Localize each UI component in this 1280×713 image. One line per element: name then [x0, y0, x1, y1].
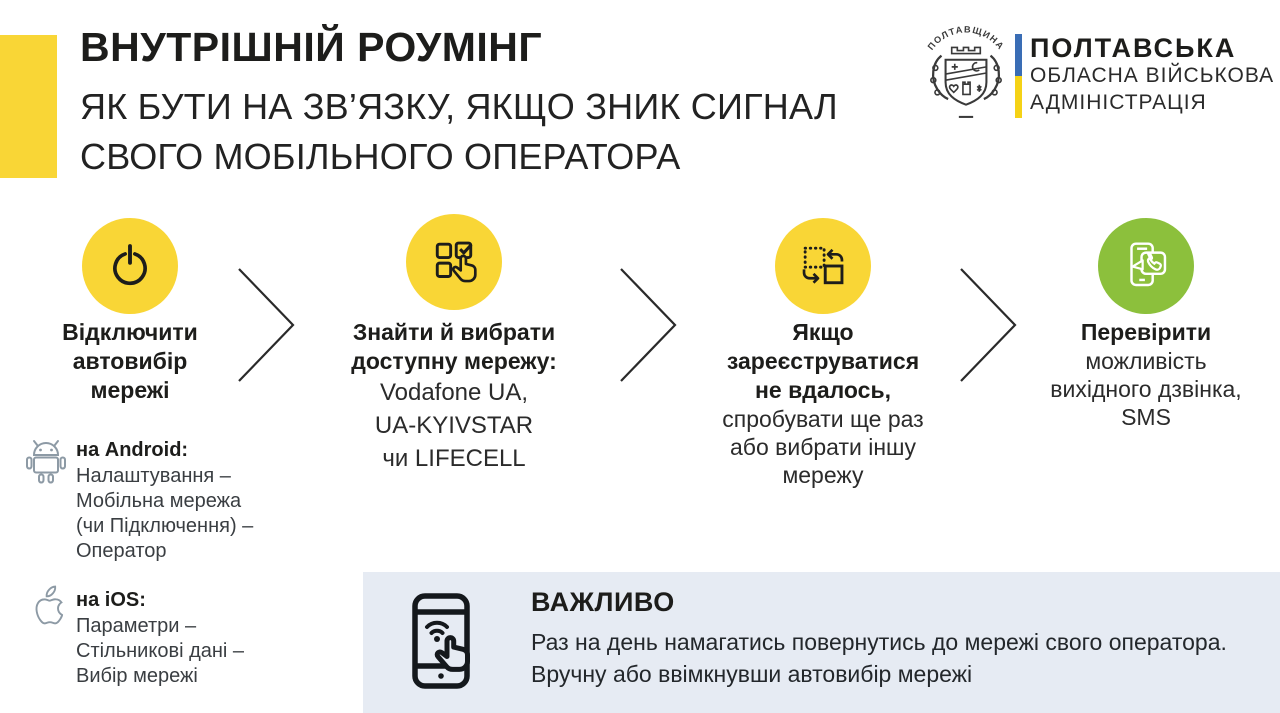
select-network-icon — [425, 233, 483, 291]
phone-tap-icon — [403, 590, 499, 694]
important-line2: Вручну або ввімкнувши автовибір мережі — [531, 661, 973, 687]
important-line1: Раз на день намагатись повернутись до мережі свого оператора. — [531, 629, 1227, 655]
step4-line: можливість — [1085, 348, 1207, 374]
phone-call-icon — [1117, 237, 1175, 295]
ios-step: Вибір мережі — [76, 665, 198, 687]
android-step: Оператор — [76, 540, 167, 562]
ios-label: на iOS: — [76, 589, 146, 611]
poltava-coat-of-arms-icon — [918, 18, 1014, 128]
org-name-line2: ОБЛАСНА ВІЙСЬКОВА — [1030, 64, 1275, 87]
android-label: на Android: — [76, 439, 189, 461]
org-name: ПОЛТАВСЬКА — [1030, 33, 1237, 63]
step2-label — [319, 318, 589, 475]
step1-circle — [82, 218, 178, 314]
emblem-caption: ПОЛТАВЩИНА — [925, 24, 1007, 52]
power-icon — [102, 238, 158, 294]
android-icon — [24, 438, 68, 486]
step2-operator: UA-KYIVSTAR — [374, 412, 534, 439]
android-instructions — [76, 464, 253, 564]
step2-circle — [406, 214, 502, 310]
page-title: ВНУТРІШНІЙ РОУМІНГ — [80, 24, 543, 70]
ios-step: Стільникові дані – — [76, 640, 245, 662]
step1-line: автовибір — [72, 348, 188, 374]
step3-line: не вдалось, — [755, 377, 891, 403]
step2-operator: чи LIFECELL — [382, 445, 526, 472]
chevron-right-icon — [236, 266, 298, 384]
step1-label — [15, 318, 245, 405]
step3-line: спробувати ще раз — [722, 406, 924, 432]
step4-line: SMS — [1121, 404, 1171, 430]
ios-step: Параметри – — [76, 615, 197, 637]
step2-line: Знайти й вибрати — [352, 319, 556, 345]
step4-line: вихідного дзвінка, — [1050, 376, 1242, 402]
chevron-right-icon — [618, 266, 680, 384]
important-note-box — [363, 572, 1280, 713]
flag-blue — [1015, 34, 1022, 76]
step4-line: Перевірити — [1080, 319, 1212, 345]
step2-operator: Vodafone UA, — [379, 379, 529, 406]
step1-line: мережі — [90, 377, 170, 403]
android-step: Мобільна мережа — [76, 490, 242, 512]
step4-label — [1026, 318, 1266, 431]
step2-line: доступну мережу: — [351, 348, 557, 374]
step3-line: або вибрати іншу — [730, 434, 916, 460]
important-title: ВАЖЛИВО — [531, 587, 675, 617]
org-name-line3: АДМІНІСТРАЦІЯ — [1030, 91, 1207, 114]
step3-line: зареєструватися — [726, 348, 920, 374]
accent-band — [0, 35, 57, 178]
ios-instructions — [76, 614, 244, 689]
step4-circle — [1098, 218, 1194, 314]
ukraine-flag-bar — [1015, 34, 1022, 118]
swap-network-icon — [794, 237, 852, 295]
page-subtitle-line2: СВОГО МОБІЛЬНОГО ОПЕРАТОРА — [80, 136, 681, 177]
android-step: (чи Підключення) – — [76, 515, 254, 537]
step3-label — [693, 318, 953, 489]
step3-circle — [775, 218, 871, 314]
step1-line: Відключити — [62, 319, 198, 345]
step3-line: Якщо — [792, 319, 854, 345]
step3-line: мережу — [782, 462, 864, 488]
apple-icon — [28, 582, 68, 632]
page-subtitle-line1: ЯК БУТИ НА ЗВ’ЯЗКУ, ЯКЩО ЗНИК СИГНАЛ — [80, 86, 838, 127]
flag-yellow — [1015, 76, 1022, 118]
chevron-right-icon — [958, 266, 1020, 384]
android-step: Налаштування – — [76, 465, 231, 487]
